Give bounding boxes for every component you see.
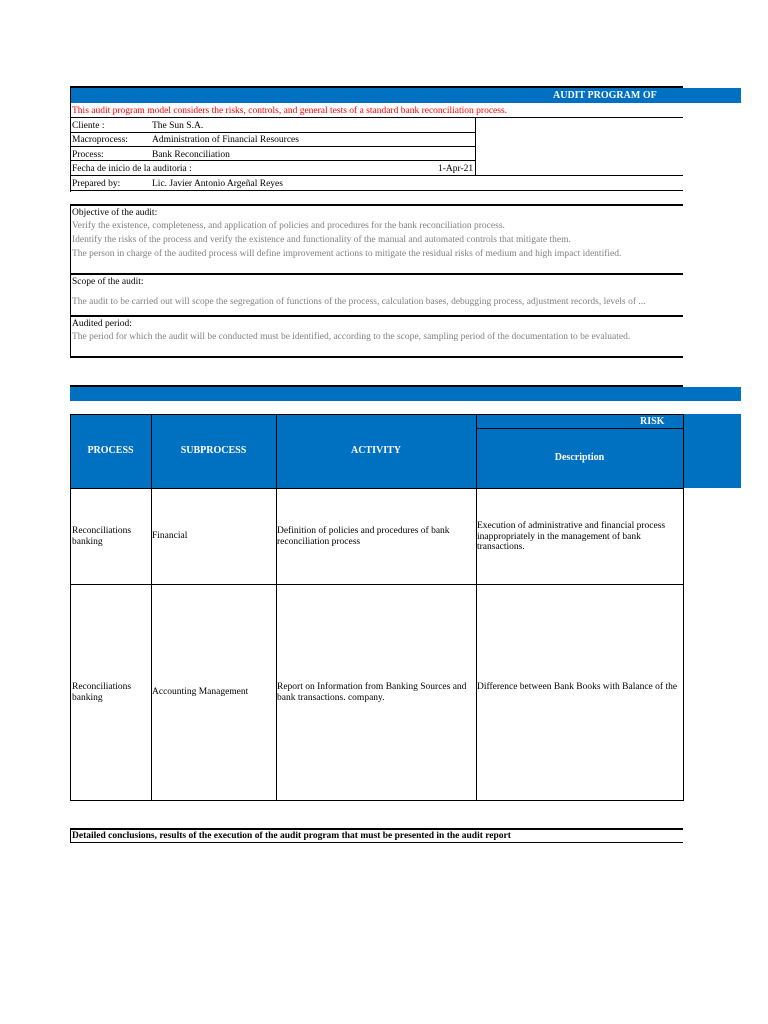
info-value: Lic. Javier Antonio Argeñal Reyes: [152, 179, 283, 189]
row-process: Reconciliations banking: [72, 526, 132, 547]
info-label: Fecha de inicio de la auditoria :: [72, 164, 192, 174]
info-label: Cliente :: [72, 121, 105, 131]
header-risk: RISK: [640, 416, 665, 427]
table-line: [476, 428, 683, 429]
row-divider: [70, 117, 683, 118]
period-text: The period for which the audit will be conducted must be identified, according to the scope, sampling period of the documentation to be evaluated.: [72, 332, 631, 342]
info-value: Administration of Financial Resources: [152, 135, 299, 145]
header-activity: ACTIVITY: [350, 445, 401, 456]
row-subprocess: Accounting Management: [152, 687, 249, 697]
objective-line: The person in charge of the audited process will define improvement actions to mitigate the residual risks of medium and high impact identified.: [72, 249, 622, 259]
table-line: [276, 414, 277, 801]
audit-program-title: AUDIT PROGRAM OF: [553, 90, 657, 101]
row-divider: [70, 146, 476, 147]
row-activity: Report on Information from Banking Sources and bank transactions. company.: [277, 682, 467, 703]
info-value: Bank Reconciliation: [152, 150, 230, 160]
row-divider: [70, 175, 683, 176]
table-line: [476, 414, 477, 801]
objective-title: Objective of the audit:: [72, 208, 158, 218]
row-activity: Definition of policies and procedures of bank reconciliation process: [277, 526, 450, 547]
conclusions-text: Detailed conclusions, results of the execution of the audit program that must be presented in the audit report: [72, 831, 511, 841]
audit-start-date: 1-Apr-21: [438, 164, 474, 174]
header-description: Description: [554, 452, 605, 463]
section-left-border: [70, 204, 71, 358]
scope-title: Scope of the audit:: [72, 277, 144, 287]
objective-line: Identify the risks of the process and verify the existence and functionality of the manual and automated controls that mitigate them.: [72, 235, 571, 245]
header-subprocess: SUBPROCESS: [180, 445, 247, 456]
table-line: [70, 584, 683, 585]
table-line: [70, 488, 683, 489]
info-label: Process:: [72, 150, 104, 160]
header-bar-overflow: [683, 88, 741, 103]
conclusions-border: [70, 828, 683, 830]
row-subprocess: Financial: [152, 531, 188, 541]
scope-text: The audit to be carried out will scope the segregation of functions of the process, calculation bases, debugging process, adjustment records, levels of ...: [72, 297, 646, 307]
info-label: Macroprocess:: [72, 135, 128, 145]
objective-line: Verify the existence, completeness, and application of policies and procedures for the bank reconciliation process.: [72, 221, 505, 231]
table-line: [151, 414, 152, 801]
conclusions-bottom-border: [70, 842, 683, 843]
conclusions-left-border: [70, 828, 71, 842]
row-divider: [70, 160, 476, 161]
period-title: Audited period:: [72, 319, 132, 329]
left-border: [70, 86, 71, 106]
row-process: Reconciliations banking: [72, 682, 132, 703]
table-line: [683, 414, 684, 801]
section-border: [70, 315, 683, 317]
section-bar: [70, 387, 683, 401]
row-divider: [70, 132, 476, 133]
table-line: [70, 414, 71, 801]
intro-text: This audit program model considers the risks, controls, and general tests of a standard bank reconciliation process.: [72, 106, 508, 116]
table-line: [70, 414, 683, 415]
info-left-border: [70, 104, 71, 192]
section-border: [70, 273, 683, 275]
section-border: [70, 356, 683, 358]
row-divider: [70, 190, 683, 191]
table-line: [70, 800, 683, 801]
section-bar-overflow: [683, 387, 741, 401]
info-value: The Sun S.A.: [152, 121, 204, 131]
info-label: Prepared by:: [72, 179, 121, 189]
row-description: Execution of administrative and financial process inappropriately in the management of bank transactions.: [477, 521, 666, 552]
section-border: [70, 204, 683, 206]
table-header-overflow: [683, 414, 741, 488]
header-process: PROCESS: [87, 445, 134, 456]
row-description: Difference between Bank Books with Balance of the: [477, 682, 678, 692]
